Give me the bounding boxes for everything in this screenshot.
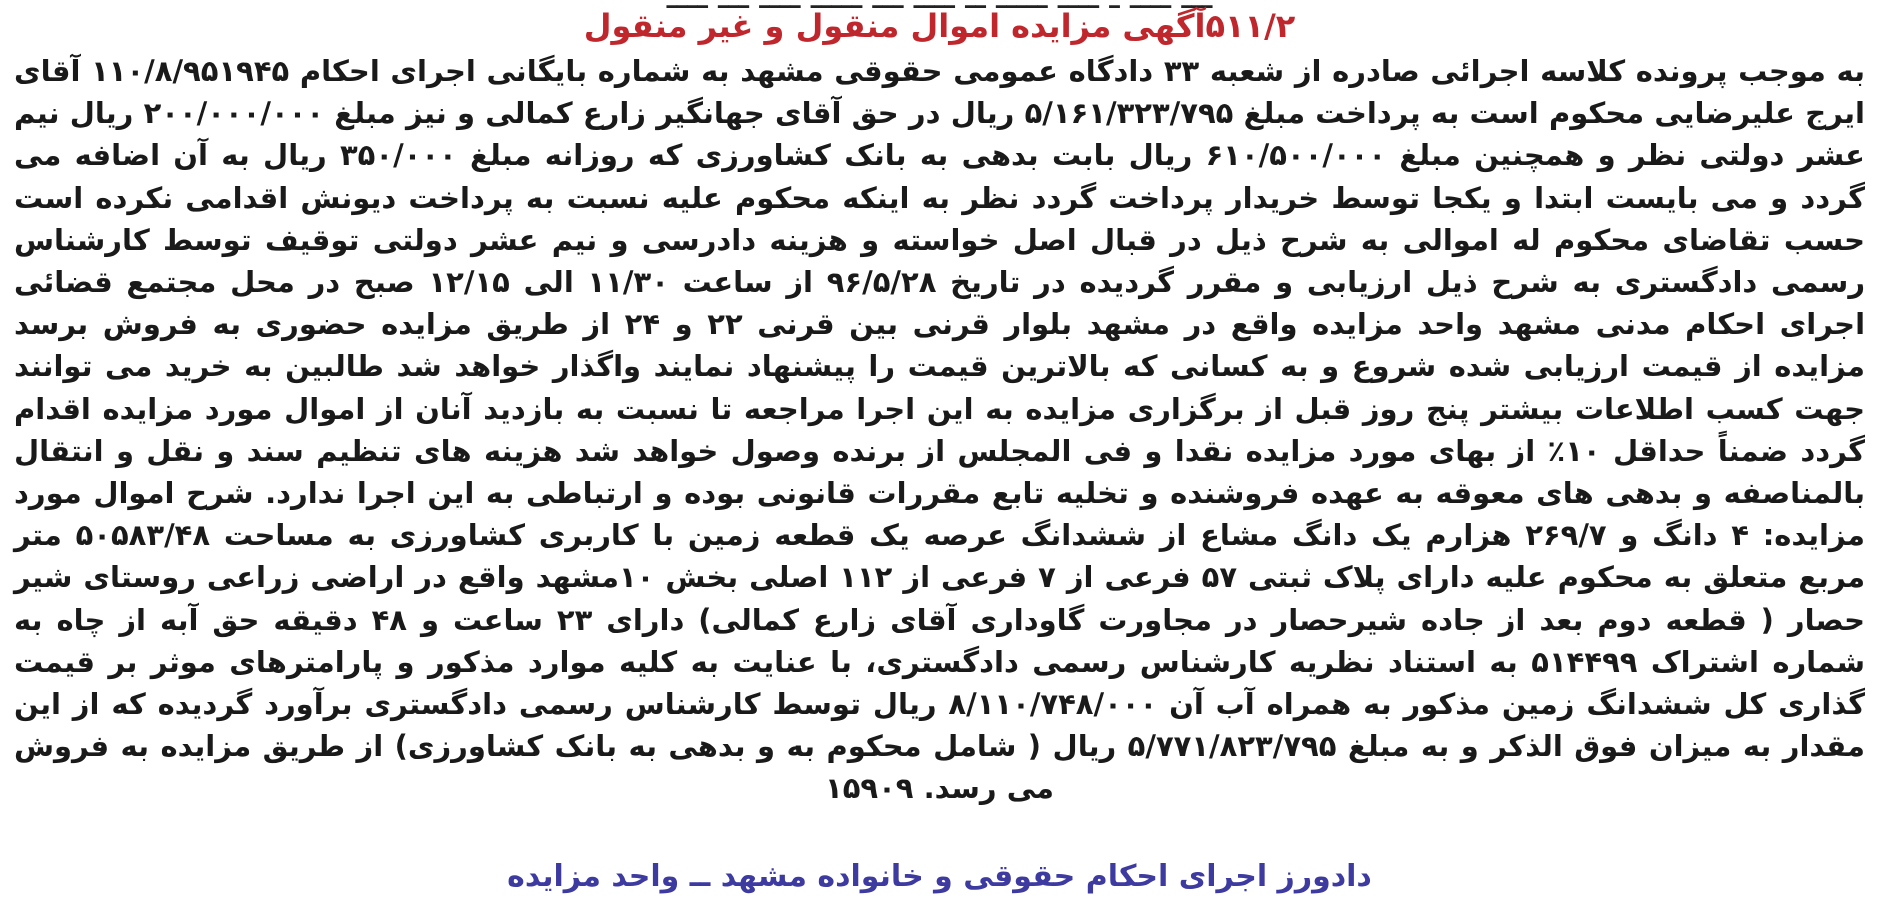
notice-title <box>0 6 1879 46</box>
notice-body: به موجب پرونده کلاسه اجرائی صادره از شعبه ۳۳ دادگاه عمومی حقوقی مشهد به شماره بایگانی اجرای احکام ۱۱۰/۸/۹۵۱۹۴۵ آقای ایرج علیرضایی محکوم است به پرداخت مبلغ ۵/۱۶۱/۳۲۳/۷۹۵ ریال در حق آقای جهانگیر زارع کمالی و نیز مبلغ ۲۰۰/۰۰۰/۰۰۰ ریال نیم عشر دولتی نظر و همچنین مبلغ ۶۱۰/۵۰۰/۰۰۰ ریال بابت بدهی به بانک کشاورزی که روزانه مبلغ ۳۵۰/۰۰۰ ریال به آن اضافه می گردد و می بایست ابتدا و یکجا توسط خریدار پرداخت گردد نظر به اینکه محکوم علیه نسبت به پرداخت دیونش اقدامی نکرده است حسب تقاضای محکوم له اموالی به شرح ذیل در قبال اصل خواسته و هزینه دادرسی و نیم عشر دولتی توقیف توسط کارشناس رسمی دادگستری به شرح ذیل ارزیابی و مقرر گردیده در تاریخ ۹۶/۵/۲۸ از ساعت ۱۱/۳۰ الی ۱۲/۱۵ صبح در محل مجتمع قضائی اجرای احکام مدنی مشهد واحد مزایده واقع در مشهد بلوار قرنی بین قرنی ۲۲ و ۲۴ از طریق مزایده حضوری به فروش برسد مزایده از قیمت ارزیابی شده شروع و به کسانی که بالاترین قیمت را پیشنهاد نمایند واگذار خواهد شد طالبین به خرید می توانند جهت کسب اطلاعات بیشتر پنج روز قبل از برگزاری مزایده به این اجرا مراجعه تا نسبت به بازدید آنان از اموال مورد مزایده اقدام گردد ضمناً حداقل ۱۰٪ از بهای مورد مزایده نقدا و فی المجلس از برنده وصول خواهد شد هزینه های تنظیم سند و نقل و انتقال بالمناصفه و بدهی های معوقه به عهده فروشنده و تخلیه تابع مقررات قانونی بوده و ارتباطی به این اجرا ندارد. شرح اموال مورد مزایده: ۴ دانگ و ۲۶۹/۷ هزارم یک دانگ مشاع از ششدانگ عرصه یک قطعه زمین با کاربری کشاورزی به مساحت ۵۰۵۸۳/۴۸ متر مربع متعلق به محکوم علیه دارای پلاک ثبتی ۵۷ فرعی از ۷ فرعی از ۱۱۲ اصلی بخش ۱۰مشهد واقع در اراضی زراعی روستای شیر حصار ( قطعه دوم بعد از جاده شیرحصار در مجاورت گاوداری آقای زارع کمالی) دارای ۲۳ ساعت و ۴۸ دقیقه حق آبه از چاه به شماره اشتراک ۵۱۴۴۹۹ به استناد نظریه کارشناس رسمی دادگستری، با عنایت به کلیه موارد مذکور و پارامترهای موثر بر قیمت گذاری کل ششدانگ زمین مذکور به همراه آب آن ۸/۱۱۰/۷۴۸/۰۰۰ ریال توسط کارشناس رسمی دادگستری برآورد گردیده که از این مقدار به میزان فوق الذکر و به مبلغ ۵/۷۷۱/۸۲۳/۷۹۵ ریال ( شامل محکوم به و بدهی به بانک کشاورزی) از طریق مزایده به فروش می رسد. ۱۵۹۰۹ <box>14 54 1866 806</box>
notice-number: ۵۱۱/۲ <box>1205 7 1296 45</box>
notice-signature: دادورز اجرای احکام حقوقی و خانواده مشهد ــ واحد مزایده <box>507 859 1372 894</box>
notice-title-text: آگهی مزایده اموال منقول و غیر منقول <box>583 7 1206 45</box>
